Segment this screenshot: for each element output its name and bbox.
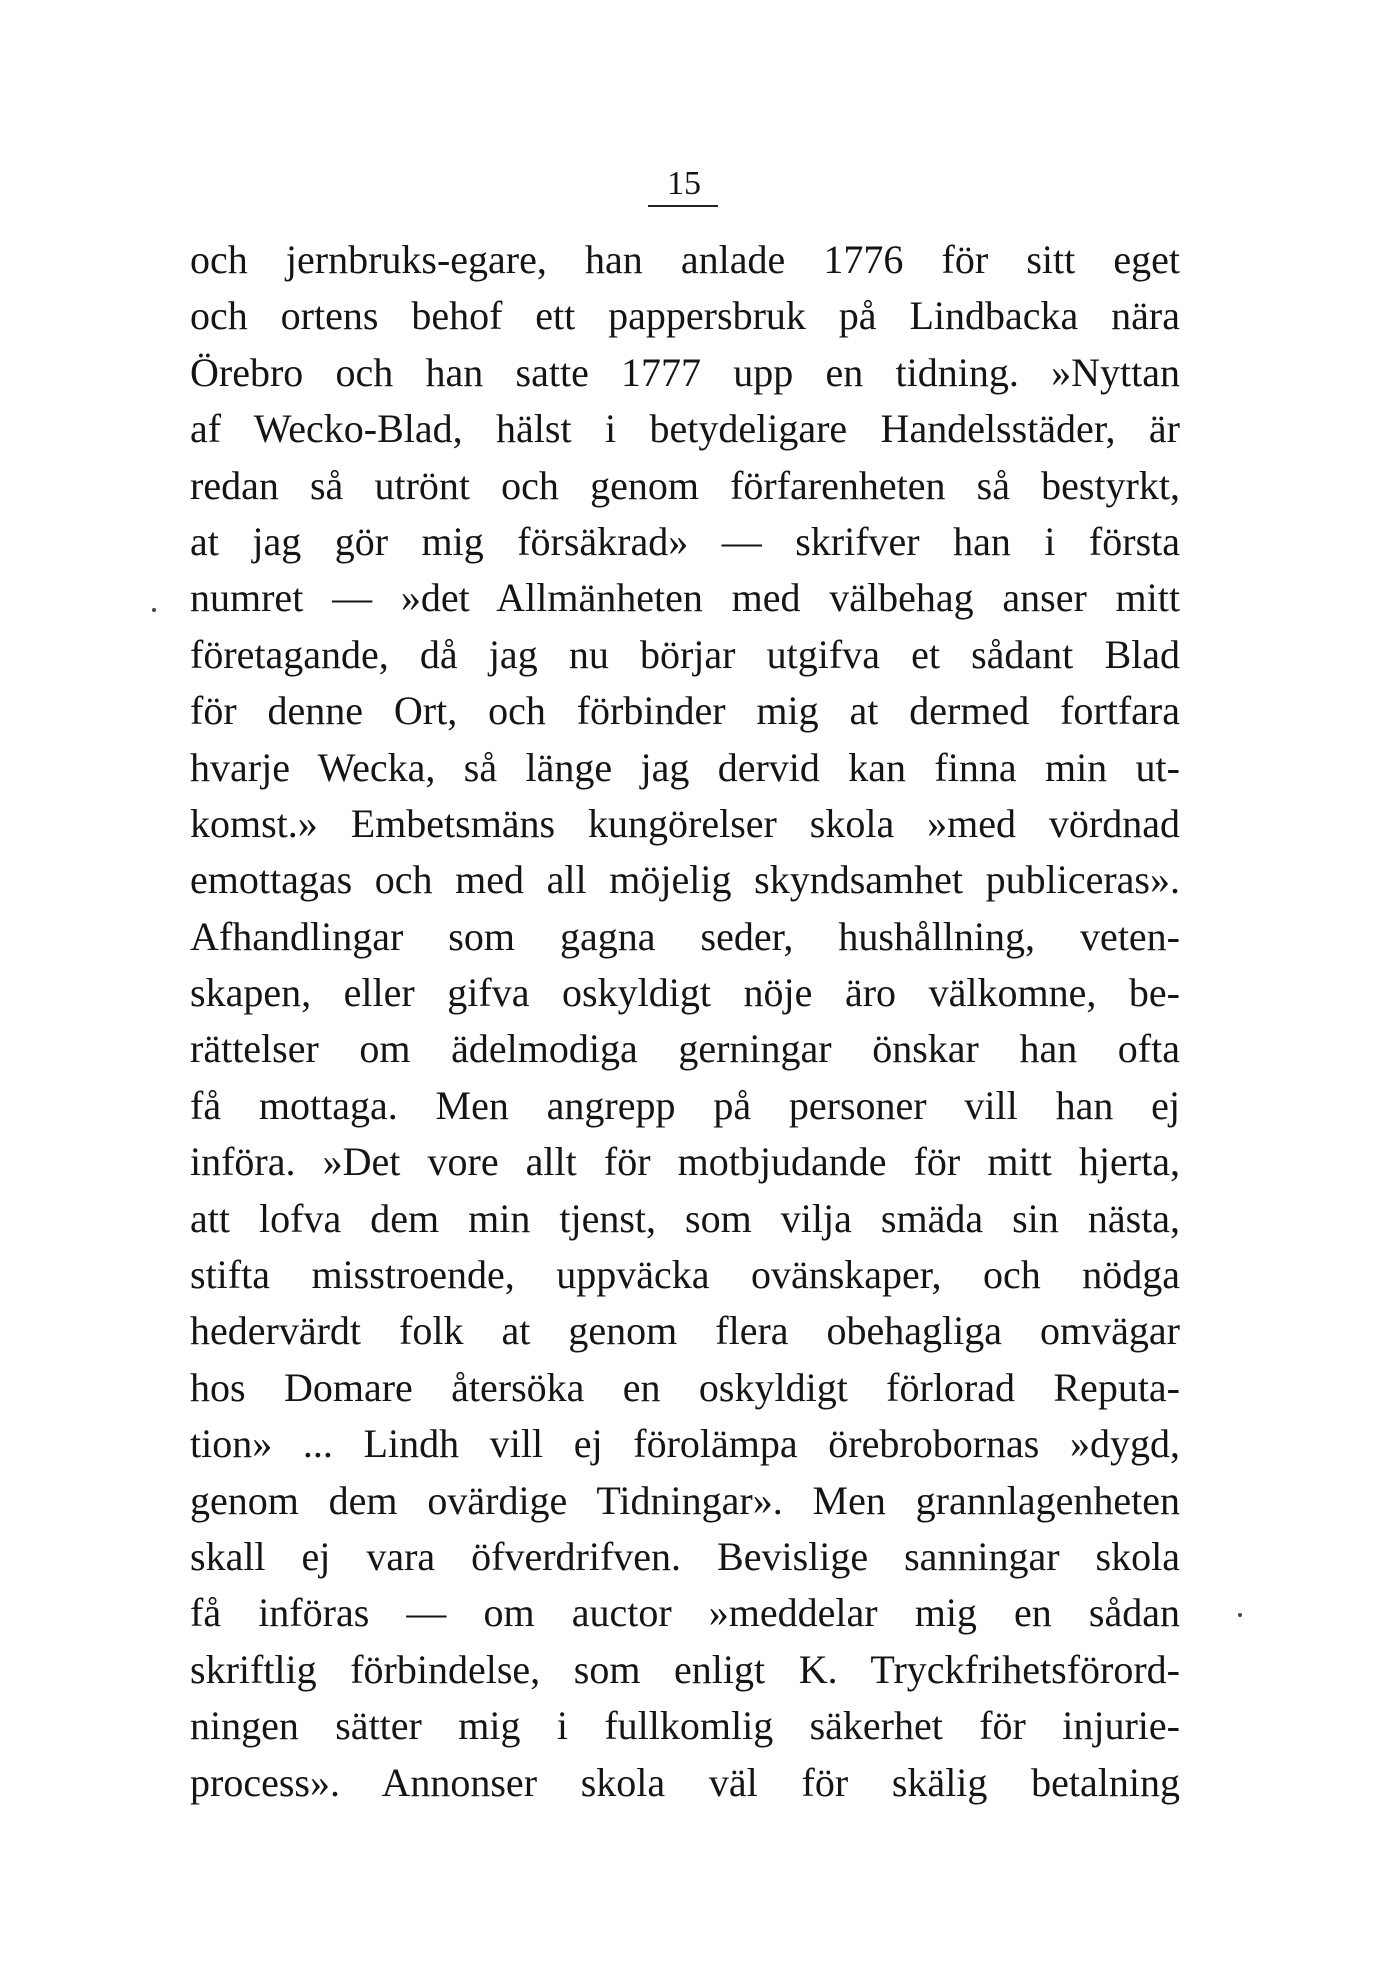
text-line: hos Domare återsöka en oskyldigt förlorad Reputa- [190, 1364, 1180, 1410]
text-line: at jag gör mig försäkrad» — skrifver han i första [190, 518, 1180, 564]
text-line: införa. »Det vore allt för motbjudande för mitt hjerta, [190, 1139, 1180, 1185]
text-line: hvarje Wecka, så länge jag dervid kan finna min ut- [190, 744, 1180, 790]
text-line: genom dem ovärdige Tidningar». Men grannlagenheten [190, 1477, 1180, 1523]
text-line: att lofva dem min tjenst, som vilja smäda sin nästa, [190, 1195, 1180, 1241]
text-line: få mottaga. Men angrepp på personer vill han ej [190, 1082, 1180, 1128]
text-line: hedervärdt folk at genom flera obehagliga omvägar [190, 1308, 1180, 1354]
text-line: numret — »det Allmänheten med välbehag anser mitt [190, 575, 1180, 621]
text-line: redan så utrönt och genom förfarenheten så bestyrkt, [190, 462, 1180, 508]
text-line: stifta misstroende, uppväcka ovänskaper, och nödga [190, 1252, 1180, 1298]
text-line: Örebro och han satte 1777 upp en tidning. »Nyttan [190, 349, 1180, 395]
text-line: rättelser om ädelmodiga gerningar önskar han ofta [190, 1026, 1180, 1072]
text-line: få införas — om auctor »meddelar mig en sådan [190, 1590, 1180, 1636]
margin-speck [1238, 1613, 1242, 1617]
text-line: emottagas och med all möjelig skyndsamhet publiceras». [190, 857, 1180, 903]
text-line: process». Annonser skola väl för skälig betalning [190, 1759, 1180, 1805]
text-line: skriftlig förbindelse, som enligt K. Tryckfrihetsförord- [190, 1646, 1180, 1692]
text-line: och ortens behof ett pappersbruk på Lindbacka nära [190, 293, 1180, 339]
text-line: företagande, då jag nu börjar utgifva et sådant Blad [190, 631, 1180, 677]
text-line: Afhandlingar som gagna seder, hushållning, veten- [190, 913, 1180, 959]
text-line: tion» ... Lindh vill ej förolämpa örebrobornas »dygd, [190, 1421, 1180, 1467]
page-number: 15 [667, 165, 701, 202]
text-line: ningen sätter mig i fullkomlig säkerhet för injurie- [190, 1703, 1180, 1749]
text-line: skapen, eller gifva oskyldigt nöje äro välkomne, be- [190, 970, 1180, 1016]
page-number-underline [648, 205, 718, 207]
margin-speck [152, 608, 156, 612]
text-line: för denne Ort, och förbinder mig at dermed fortfara [190, 688, 1180, 734]
text-line: af Wecko-Blad, hälst i betydeligare Handelsstäder, är [190, 406, 1180, 452]
text-line: och jernbruks-egare, han anlade 1776 för sitt eget [190, 237, 1180, 282]
text-line: skall ej vara öfverdrifven. Bevislige sanningar skola [190, 1533, 1180, 1579]
text-line: komst.» Embetsmäns kungörelser skola »med vördnad [190, 800, 1180, 846]
body-text [190, 232, 1180, 1811]
